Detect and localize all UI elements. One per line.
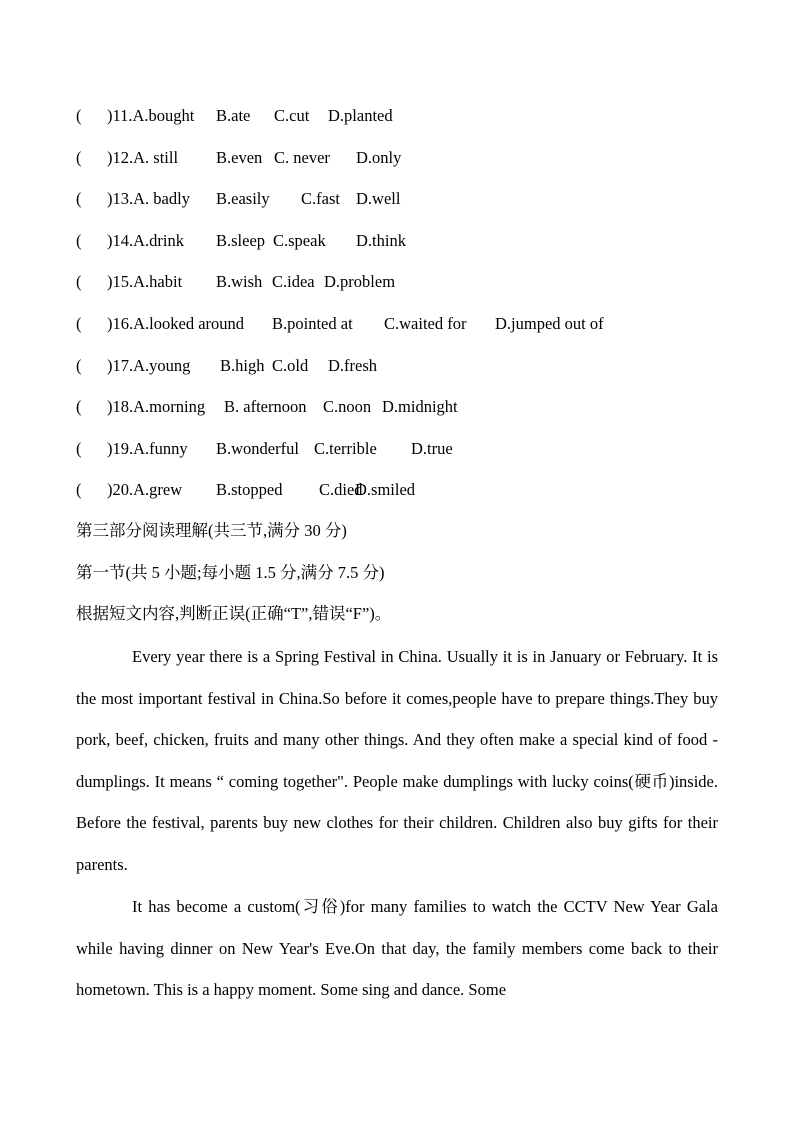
answer-blank[interactable]: ( — [76, 439, 82, 458]
option-b: B.pointed at — [272, 314, 353, 333]
option-b: B.wonderful — [216, 439, 299, 458]
option-c: C.terrible — [314, 439, 377, 458]
option-d: D.fresh — [328, 356, 378, 375]
question-stem: )14.A.drink — [107, 231, 184, 250]
answer-blank[interactable]: ( — [76, 356, 82, 375]
option-c: C.fast — [301, 189, 340, 208]
answer-blank[interactable]: ( — [76, 189, 82, 208]
passage-paragraph-2: It has become a custom(习俗)for many families to watch the CCTV New Year Gala while having dinner on New Year's Eve.On that day, the family members come back to their hometown. This is a happy moment. Some sing and dance. Some — [76, 897, 718, 1000]
option-b: B.high — [220, 356, 265, 375]
option-c: C.speak — [273, 231, 326, 250]
option-b: B.ate — [216, 106, 251, 125]
question-stem: )16.A.looked around — [107, 314, 245, 333]
answer-blank[interactable]: ( — [76, 106, 82, 125]
option-c: C.idea — [272, 272, 315, 291]
question-stem: )18.A.morning — [107, 397, 206, 416]
option-d: D.planted — [328, 106, 393, 125]
option-c: C.cut — [274, 106, 310, 125]
option-b: B. afternoon — [224, 397, 307, 416]
option-c: C.noon — [323, 397, 372, 416]
passage-paragraph-1: Every year there is a Spring Festival in China. Usually it is in January or February. It is the most important festival in China.So before it comes,people have to prepare things.They buy pork, beef, chicken, fruits and many other things. And they often make a special kind of food - dumplings. It means “ coming together". People make dumplings with lucky coins(硬币)inside. Before the festival, parents buy new clothes for their children. Children also buy gifts for their parents. — [76, 647, 718, 874]
subsection-title: 第一节(共 5 小题;每小题 1.5 分,满分 7.5 分) — [76, 563, 385, 582]
option-b: B.stopped — [216, 480, 283, 499]
option-b: B.easily — [216, 189, 270, 208]
option-d: D.well — [356, 189, 401, 208]
option-d: D.true — [411, 439, 453, 458]
answer-blank[interactable]: ( — [76, 480, 82, 499]
option-c: C.old — [272, 356, 309, 375]
question-stem: )17.A.young — [107, 356, 191, 375]
answer-blank[interactable]: ( — [76, 314, 82, 333]
option-d: D.midnight — [382, 397, 458, 416]
option-b: B.even — [216, 148, 263, 167]
option-c: C. never — [274, 148, 330, 167]
option-b: B.wish — [216, 272, 263, 291]
question-stem: )13.A. badly — [107, 189, 190, 208]
instruction-text: 根据短文内容,判断正误(正确“T”,错误“F”)。 — [76, 604, 392, 623]
option-d: D.smiled — [355, 480, 416, 499]
option-b: B.sleep — [216, 231, 266, 250]
question-stem: )19.A.funny — [107, 439, 188, 458]
question-stem: )15.A.habit — [107, 272, 183, 291]
question-stem: )11.A.bought — [107, 106, 195, 125]
option-d: D.problem — [324, 272, 396, 291]
answer-blank[interactable]: ( — [76, 231, 82, 250]
option-c: C.waited for — [384, 314, 467, 333]
question-stem: )12.A. still — [107, 148, 179, 167]
answer-blank[interactable]: ( — [76, 397, 82, 416]
option-c: C.died — [319, 480, 363, 499]
option-d: D.jumped out of — [495, 314, 604, 333]
question-stem: )20.A.grew — [107, 480, 183, 499]
answer-blank[interactable]: ( — [76, 148, 82, 167]
option-d: D.only — [356, 148, 402, 167]
part-three-title: 第三部分阅读理解(共三节,满分 30 分) — [76, 521, 347, 540]
option-d: D.think — [356, 231, 406, 250]
answer-blank[interactable]: ( — [76, 272, 82, 291]
